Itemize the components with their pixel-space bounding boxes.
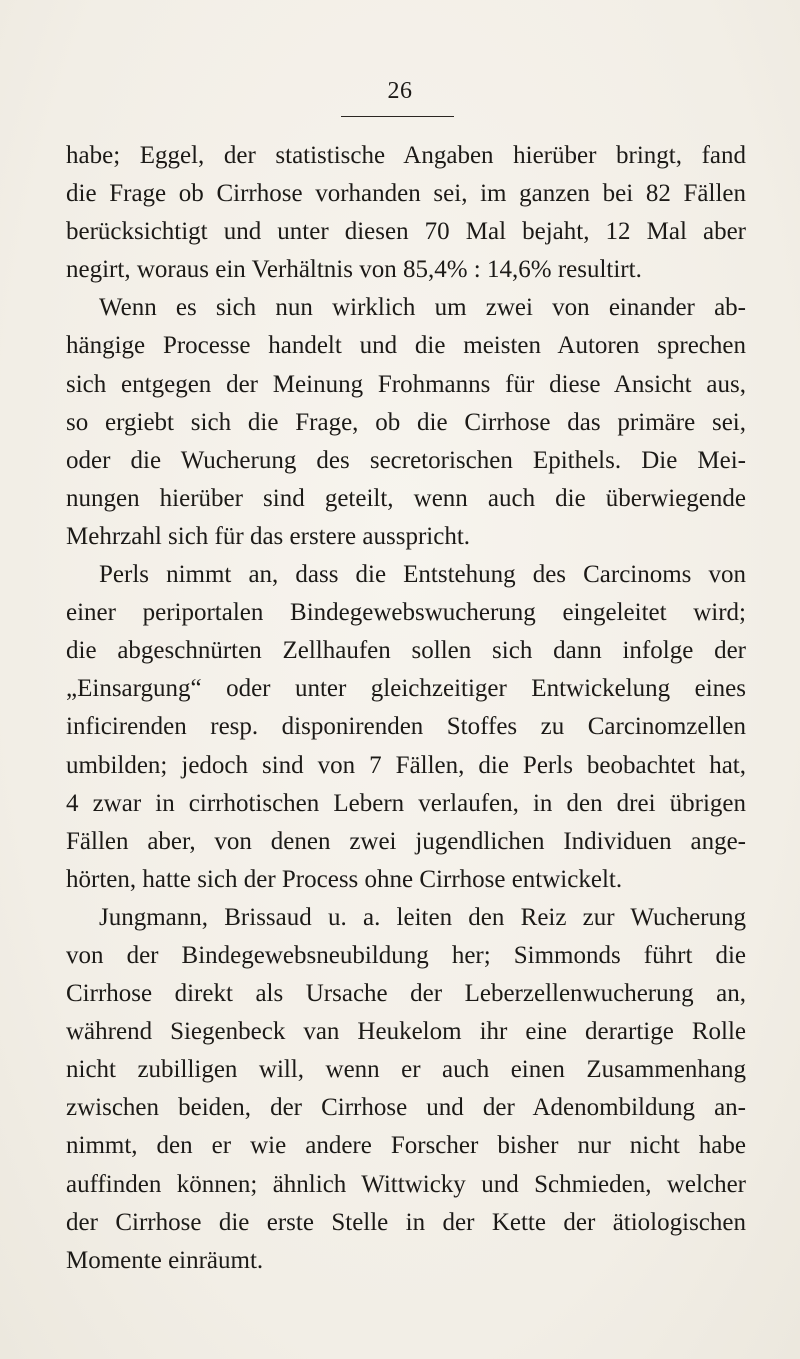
text-line: nimmt, den er wie andere Forscher bisher nur nicht habe (66, 1132, 746, 1160)
text-line: einer periportalen Bindegewebswucherung eingeleitet wird; (66, 599, 746, 627)
text-line: 4 zwar in cirrhotischen Lebern verlaufen, in den drei übrigen (66, 789, 746, 817)
text-line: hörten, hatte sich der Process ohne Cirrhose entwickelt. (66, 865, 623, 893)
text-line: zwischen beiden, der Cirrhose und der Adenombildung an- (66, 1094, 746, 1122)
text-line: Fällen aber, von denen zwei jugendlichen Individuen ange- (66, 827, 746, 855)
text-line: die Frage ob Cirrhose vorhanden sei, im ganzen bei 82 Fällen (66, 180, 746, 208)
text-line: die abgeschnürten Zellhaufen sollen sich dann infolge der (66, 637, 746, 665)
text-line: nicht zubilligen will, wenn er auch einen Zusammenhang (66, 1056, 746, 1084)
text-line: während Siegenbeck van Heukelom ihr eine derartige Rolle (66, 1018, 746, 1046)
page-number: 26 (387, 78, 413, 104)
text-line: oder die Wucherung des secretorischen Epithels. Die Mei- (66, 446, 746, 474)
text-line: der Cirrhose die erste Stelle in der Kette der ätiologischen (66, 1208, 746, 1236)
text-line: auffinden können; ähnlich Wittwicky und Schmieden, welcher (66, 1170, 746, 1198)
text-line: von der Bindegewebsneubildung her; Simmonds führt die (66, 941, 746, 969)
text-line: habe; Eggel, der statistische Angaben hierüber bringt, fand (66, 142, 746, 169)
text-line: nungen hierüber sind geteilt, wenn auch die überwiegende (66, 484, 746, 512)
body-text (66, 137, 746, 1280)
text-line: Perls nimmt an, dass die Entstehung des Carcinoms von (99, 561, 746, 589)
header-rule (341, 116, 454, 117)
text-line: umbilden; jedoch sind von 7 Fällen, die Perls beobachtet hat, (66, 751, 746, 779)
text-line: Mehrzahl sich für das erstere ausspricht. (66, 522, 471, 550)
text-line: sich entgegen der Meinung Frohmanns für diese Ansicht aus, (66, 370, 746, 398)
text-line: so ergiebt sich die Frage, ob die Cirrhose das primäre sei, (66, 408, 746, 436)
text-line: hängige Processe handelt und die meisten Autoren sprechen (66, 332, 746, 360)
text-line: Cirrhose direkt als Ursache der Leberzellenwucherung an, (66, 980, 746, 1008)
text-line: berücksichtigt und unter diesen 70 Mal bejaht, 12 Mal aber (66, 218, 746, 246)
text-line: Jungmann, Brissaud u. a. leiten den Reiz zur Wucherung (99, 903, 746, 931)
text-line: negirt, woraus ein Verhältnis von 85,4% : 14,6% resultirt. (66, 256, 642, 284)
text-line: „Einsargung“ oder unter gleichzeitiger Entwickelung eines (66, 675, 746, 703)
text-line: Wenn es sich nun wirklich um zwei von einander ab- (99, 294, 746, 322)
text-line: Momente einräumt. (66, 1246, 264, 1274)
text-line: inficirenden resp. disponirenden Stoffes zu Carcinomzellen (66, 713, 746, 741)
